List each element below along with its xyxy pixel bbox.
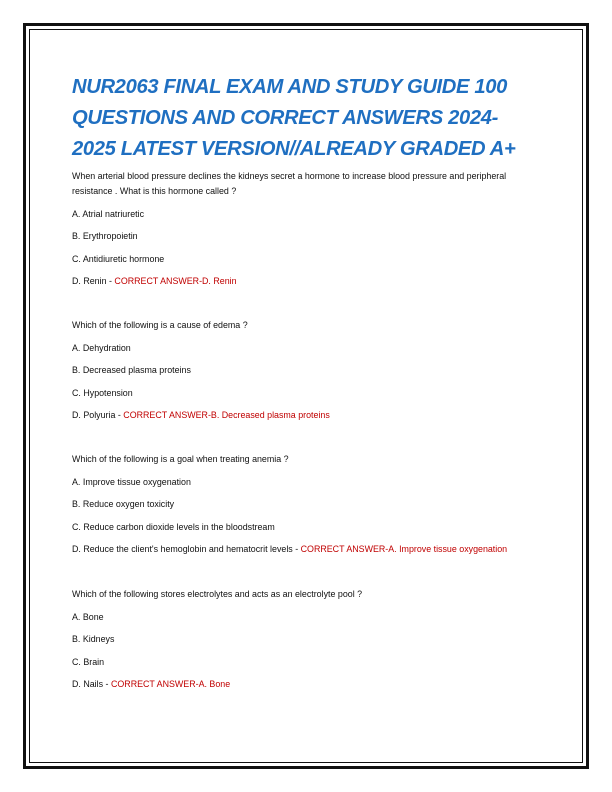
- answer-option-with-answer: D. Nails - CORRECT ANSWER-A. Bone: [72, 679, 231, 689]
- answer-option: A. Atrial natriuretic: [72, 208, 145, 219]
- document-content: [72, 72, 542, 692]
- correct-answer: CORRECT ANSWER-A. Bone: [110, 679, 231, 689]
- answer-option: D. Polyuria: [72, 410, 116, 420]
- answer-option-with-answer: D. Polyuria - CORRECT ANSWER-B. Decreased plasma proteins: [72, 410, 330, 420]
- answer-option: A. Dehydration: [72, 342, 131, 353]
- correct-answer: CORRECT ANSWER-A. Improve tissue oxygenation: [300, 544, 508, 554]
- question-text: Which of the following is a goal when treating anemia ?: [72, 454, 289, 464]
- question-block: [72, 452, 542, 557]
- question-text: When arterial blood pressure declines the kidneys secret a hormone to increase blood pressure and peripheral resistance . What is this hormone called ?: [72, 171, 507, 196]
- question-block: [72, 169, 542, 289]
- answer-option-with-answer: D. Renin - CORRECT ANSWER-D. Renin: [72, 276, 237, 286]
- answer-option-with-answer: D. Reduce the client's hemoglobin and hematocrit levels - CORRECT ANSWER-A. Improve tissue oxygenation: [72, 544, 508, 554]
- question-block: [72, 587, 542, 692]
- question-text: Which of the following stores electrolytes and acts as an electrolyte pool ?: [72, 589, 363, 599]
- answer-option: A. Bone: [72, 611, 104, 622]
- answer-option: B. Reduce oxygen toxicity: [72, 499, 175, 509]
- answer-option: D. Nails: [72, 679, 104, 689]
- answer-option: C. Reduce carbon dioxide levels in the bloodstream: [72, 521, 275, 532]
- answer-option: B. Kidneys: [72, 634, 115, 644]
- answer-option: C. Brain: [72, 656, 105, 667]
- question-text: Which of the following is a cause of edema ?: [72, 320, 248, 330]
- correct-answer: CORRECT ANSWER-D. Renin: [114, 276, 237, 286]
- document-title: [72, 72, 542, 165]
- title-line: 2025 LATEST VERSION//ALREADY GRADED A+: [72, 138, 516, 160]
- title-line: QUESTIONS AND CORRECT ANSWERS 2024-: [72, 107, 498, 129]
- answer-option: B. Decreased plasma proteins: [72, 365, 191, 375]
- answer-option: D. Renin: [72, 276, 107, 286]
- answer-option: D. Reduce the client's hemoglobin and hematocrit levels: [72, 544, 293, 554]
- answer-option: B. Erythropoietin: [72, 231, 138, 241]
- correct-answer: CORRECT ANSWER-B. Decreased plasma proteins: [123, 410, 330, 420]
- question-block: [72, 318, 542, 423]
- answer-option: C. Hypotension: [72, 387, 133, 398]
- answer-option: C. Antidiuretic hormone: [72, 253, 165, 264]
- answer-option: A. Improve tissue oxygenation: [72, 476, 191, 487]
- title-line: NUR2063 FINAL EXAM AND STUDY GUIDE 100: [72, 76, 508, 98]
